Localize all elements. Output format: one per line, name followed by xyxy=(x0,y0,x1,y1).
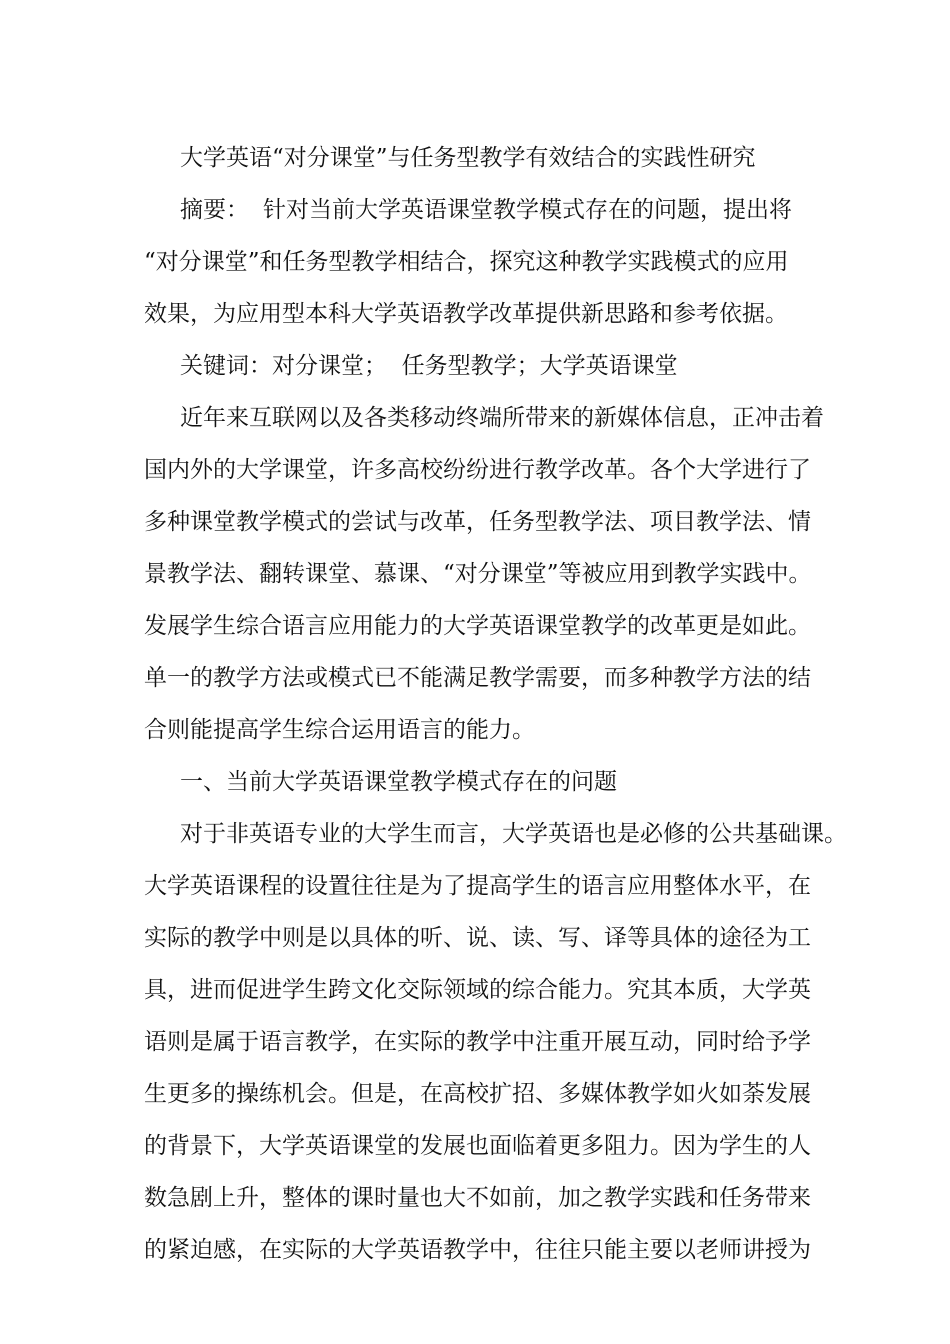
intro-line-2: 国内外的大学课堂，许多高校纷纷进行教学改革。各个大学进行了 xyxy=(144,457,811,483)
intro-line-4: 景教学法、翻转课堂、慕课、“对分课堂”等被应用到教学实践中。 xyxy=(144,561,812,587)
section-1-line-4: 具，进而促进学生跨文化交际领域的综合能力。究其本质，大学英 xyxy=(144,977,811,1003)
abstract-label: 摘要： xyxy=(180,197,249,223)
abstract-line-3: 效果，为应用型本科大学英语教学改革提供新思路和参考依据。 xyxy=(144,301,788,327)
abstract-text-1: 针对当前大学英语课堂教学模式存在的问题，提出将 xyxy=(263,197,792,223)
section-1-heading: 一、当前大学英语课堂教学模式存在的问题 xyxy=(180,769,617,795)
section-1-line-2: 大学英语课程的设置往往是为了提高学生的语言应用整体水平，在 xyxy=(144,873,811,899)
intro-line-5: 发展学生综合语言应用能力的大学英语课堂教学的改革更是如此。 xyxy=(144,613,811,639)
section-1-line-9: 的紧迫感，在实际的大学英语教学中，往往只能主要以老师讲授为 xyxy=(144,1237,811,1263)
intro-line-3: 多种课堂教学模式的尝试与改革，任务型教学法、项目教学法、情 xyxy=(144,509,811,535)
section-1-line-7: 的背景下，大学英语课堂的发展也面临着更多阻力。因为学生的人 xyxy=(144,1133,811,1159)
section-1-line-5: 语则是属于语言教学，在实际的教学中注重开展互动，同时给予学 xyxy=(144,1029,811,1055)
section-1-line-8: 数急剧上升，整体的课时量也大不如前，加之教学实践和任务带来 xyxy=(144,1185,811,1211)
section-1-line-3: 实际的教学中则是以具体的听、说、读、写、译等具体的途径为工 xyxy=(144,925,811,951)
document-body xyxy=(144,132,847,1276)
keywords-line: 关键词：对分课堂； 任务型教学；大学英语课堂 xyxy=(180,353,678,379)
abstract-line-2: “对分课堂”和任务型教学相结合，探究这种教学实践模式的应用 xyxy=(144,249,789,275)
document-title: 大学英语“对分课堂”与任务型教学有效结合的实践性研究 xyxy=(180,145,756,171)
abstract-line-1 xyxy=(144,184,824,236)
intro-line-7: 合则能提高学生综合运用语言的能力。 xyxy=(144,717,535,743)
intro-line-1: 近年来互联网以及各类移动终端所带来的新媒体信息，正冲击着 xyxy=(180,405,824,431)
section-1-line-1: 对于非英语专业的大学生而言，大学英语也是必修的公共基础课。 xyxy=(180,821,847,847)
section-1-line-6: 生更多的操练机会。但是，在高校扩招、多媒体教学如火如荼发展 xyxy=(144,1081,811,1107)
intro-line-6: 单一的教学方法或模式已不能满足教学需要，而多种教学方法的结 xyxy=(144,665,811,691)
